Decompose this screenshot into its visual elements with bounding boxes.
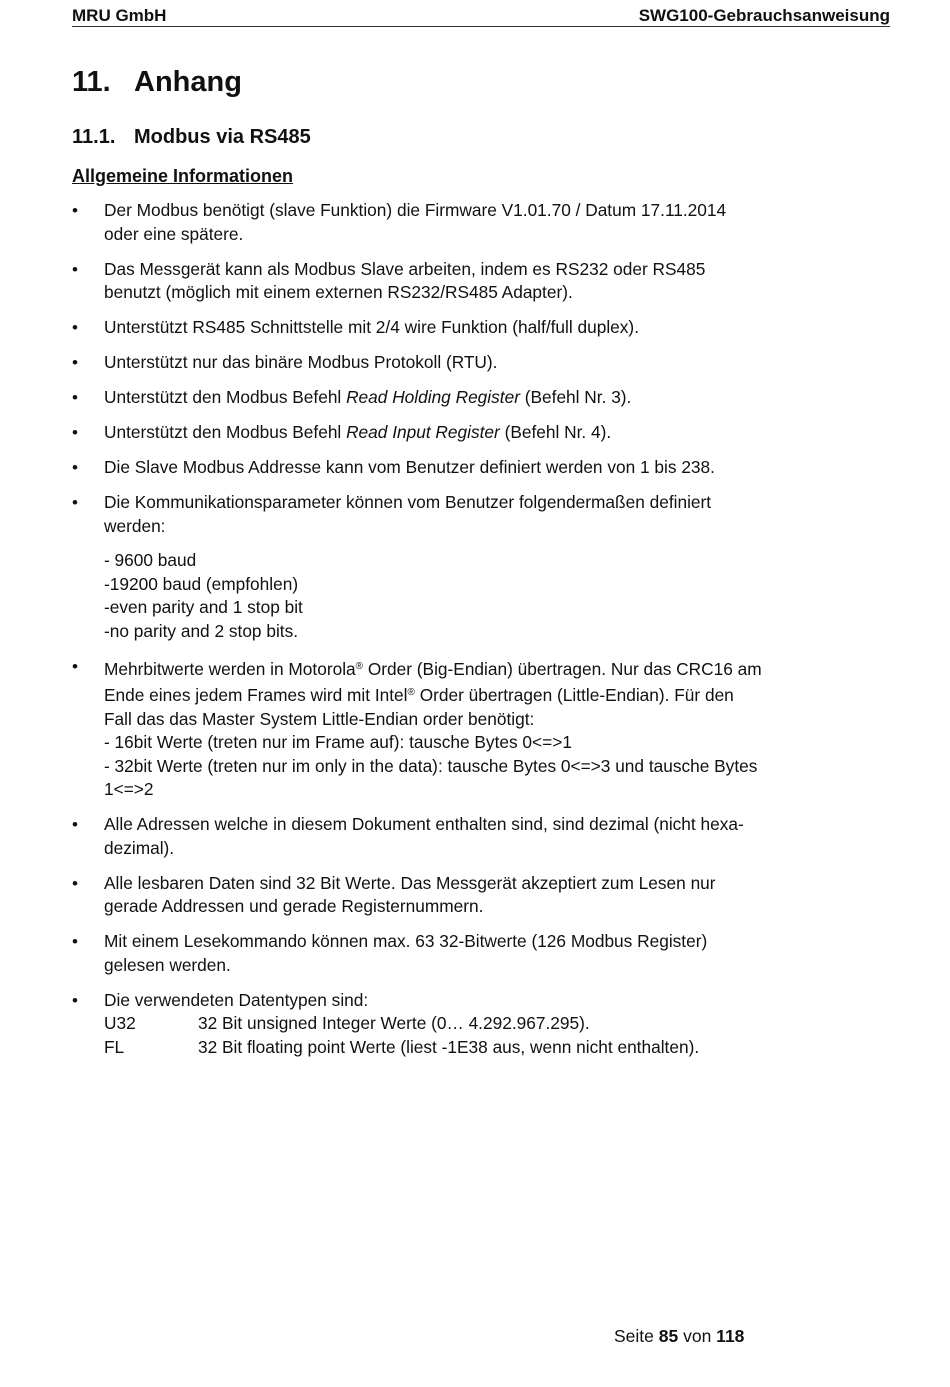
comm-param: -no parity and 2 stop bits. (104, 620, 299, 641)
list-item (72, 813, 762, 860)
command-name: Read Holding Register (346, 387, 520, 407)
list-item (72, 491, 762, 643)
bullet: • (72, 423, 78, 442)
list-item-text: Order (Big-Endian) übertragen. Nur das CRC16 am Ende eines jedem Frames wird mit Intel (104, 658, 762, 705)
registered-mark: ® (355, 660, 364, 672)
datatype-code: FL (104, 1036, 125, 1057)
comm-param: -19200 baud (empfohlen) (104, 573, 299, 594)
list-item-text: Unterstützt nur das binäre Modbus Protokoll (RTU). (104, 352, 498, 372)
list-item-text: Unterstützt RS485 Schnittstelle mit 2/4 wire Funktion (half/full duplex). (104, 317, 639, 337)
list-item (72, 316, 762, 340)
bullet: • (72, 458, 78, 477)
datatype-desc: 32 Bit floating point Werte (liest -1E38 aus, wenn nicht enthalten). (198, 1036, 700, 1057)
list-item (72, 421, 762, 445)
bullet: • (72, 493, 78, 512)
page-label: Seite (614, 1326, 659, 1346)
list-item (72, 930, 762, 977)
bullet: • (72, 201, 78, 220)
list-item (72, 386, 762, 410)
list-item-text: Order übertragen (Little-Endian). Für den Fall das das Master System Little-Endian order benötigt: (104, 685, 734, 729)
list-item (72, 351, 762, 375)
list-item (72, 258, 762, 305)
list-item-text: Mehrbitwerte werden in Motorola (104, 658, 356, 679)
list-item (72, 655, 762, 802)
datatype-code: U32 (104, 1013, 136, 1033)
bullet: • (72, 932, 78, 951)
list-item-text: Unterstützt den Modbus Befehl (104, 387, 347, 407)
list-item-text: Alle Adressen welche in diesem Dokument enthalten sind, sind dezimal (nicht hexa-dezimal). (104, 814, 744, 858)
list-item-text: (Befehl Nr. 3). (519, 387, 632, 407)
list-item (72, 199, 762, 246)
page-header (72, 6, 890, 27)
byte-swap-rule: - 32bit Werte (treten nur im only in the data): tausche Bytes 0<=>3 und tausche Bytes 1<=>2 (104, 755, 758, 799)
comm-param: - 9600 baud (104, 550, 197, 570)
chapter-number: 11. (72, 66, 111, 98)
section-number: 11.1. (72, 126, 116, 148)
registered-mark: ® (407, 687, 415, 698)
document-title: SWG100-Gebrauchsanweisung (638, 6, 890, 25)
bullet: • (72, 815, 78, 834)
page-number (614, 1326, 744, 1347)
byte-swap-rule: - 16bit Werte (treten nur im Frame auf): tausche Bytes 0<=>1 (104, 732, 572, 752)
page-of-label: von (678, 1326, 717, 1346)
list-item (72, 456, 762, 480)
datatype-desc: 32 Bit unsigned Integer Werte (0… 4.292.967.295). (198, 1013, 590, 1033)
datatype-row (104, 1036, 762, 1060)
section-heading (72, 126, 311, 149)
command-name: Read Input Register (346, 422, 500, 442)
info-list (72, 199, 762, 1071)
list-item (72, 989, 762, 1060)
chapter-heading (72, 66, 242, 99)
bullet: • (72, 388, 78, 407)
bullet: • (72, 990, 78, 1010)
list-item-text: Alle lesbaren Daten sind 32 Bit Werte. Das Messgerät akzeptiert zum Lesen nur gerade Addressen und gerade Registernummern. (104, 872, 716, 916)
company-name: MRU GmbH (72, 6, 167, 25)
datatype-row (104, 1012, 762, 1036)
list-item-text: Die Kommunikationsparameter können vom Benutzer folgendermaßen definiert werden: (104, 492, 712, 536)
total-pages: 118 (716, 1326, 745, 1346)
bullet: • (72, 873, 78, 893)
list-item-text: Die Slave Modbus Addresse kann vom Benutzer definiert werden von 1 bis 238. (104, 457, 715, 477)
section-title: Modbus via RS485 (134, 126, 311, 148)
comm-param: -even parity and 1 stop bit (104, 597, 303, 617)
list-item-text: Der Modbus benötigt (slave Funktion) die Firmware V1.01.70 / Datum 17.11.2014 oder eine spätere. (104, 200, 727, 244)
bullet: • (72, 259, 78, 279)
list-item-text: Das Messgerät kann als Modbus Slave arbeiten, indem es RS232 oder RS485 benutzt (möglich mit einem externen RS232/RS485 Adapter). (104, 258, 706, 302)
list-item-text: (Befehl Nr. 4). (499, 422, 612, 442)
list-item-text: Unterstützt den Modbus Befehl (104, 422, 347, 442)
bullet: • (72, 656, 78, 676)
subsection-heading: Allgemeine Informationen (72, 166, 294, 186)
bullet: • (72, 353, 78, 372)
chapter-title: Anhang (134, 66, 242, 98)
current-page: 85 (658, 1326, 679, 1346)
comm-params-block (104, 549, 762, 643)
list-item-text: Mit einem Lesekommando können max. 63 32-Bitwerte (126 Modbus Register) gelesen werden. (104, 931, 708, 975)
bullet: • (72, 318, 78, 337)
list-item (72, 872, 762, 919)
list-item-text: Die verwendeten Datentypen sind: (104, 989, 369, 1010)
